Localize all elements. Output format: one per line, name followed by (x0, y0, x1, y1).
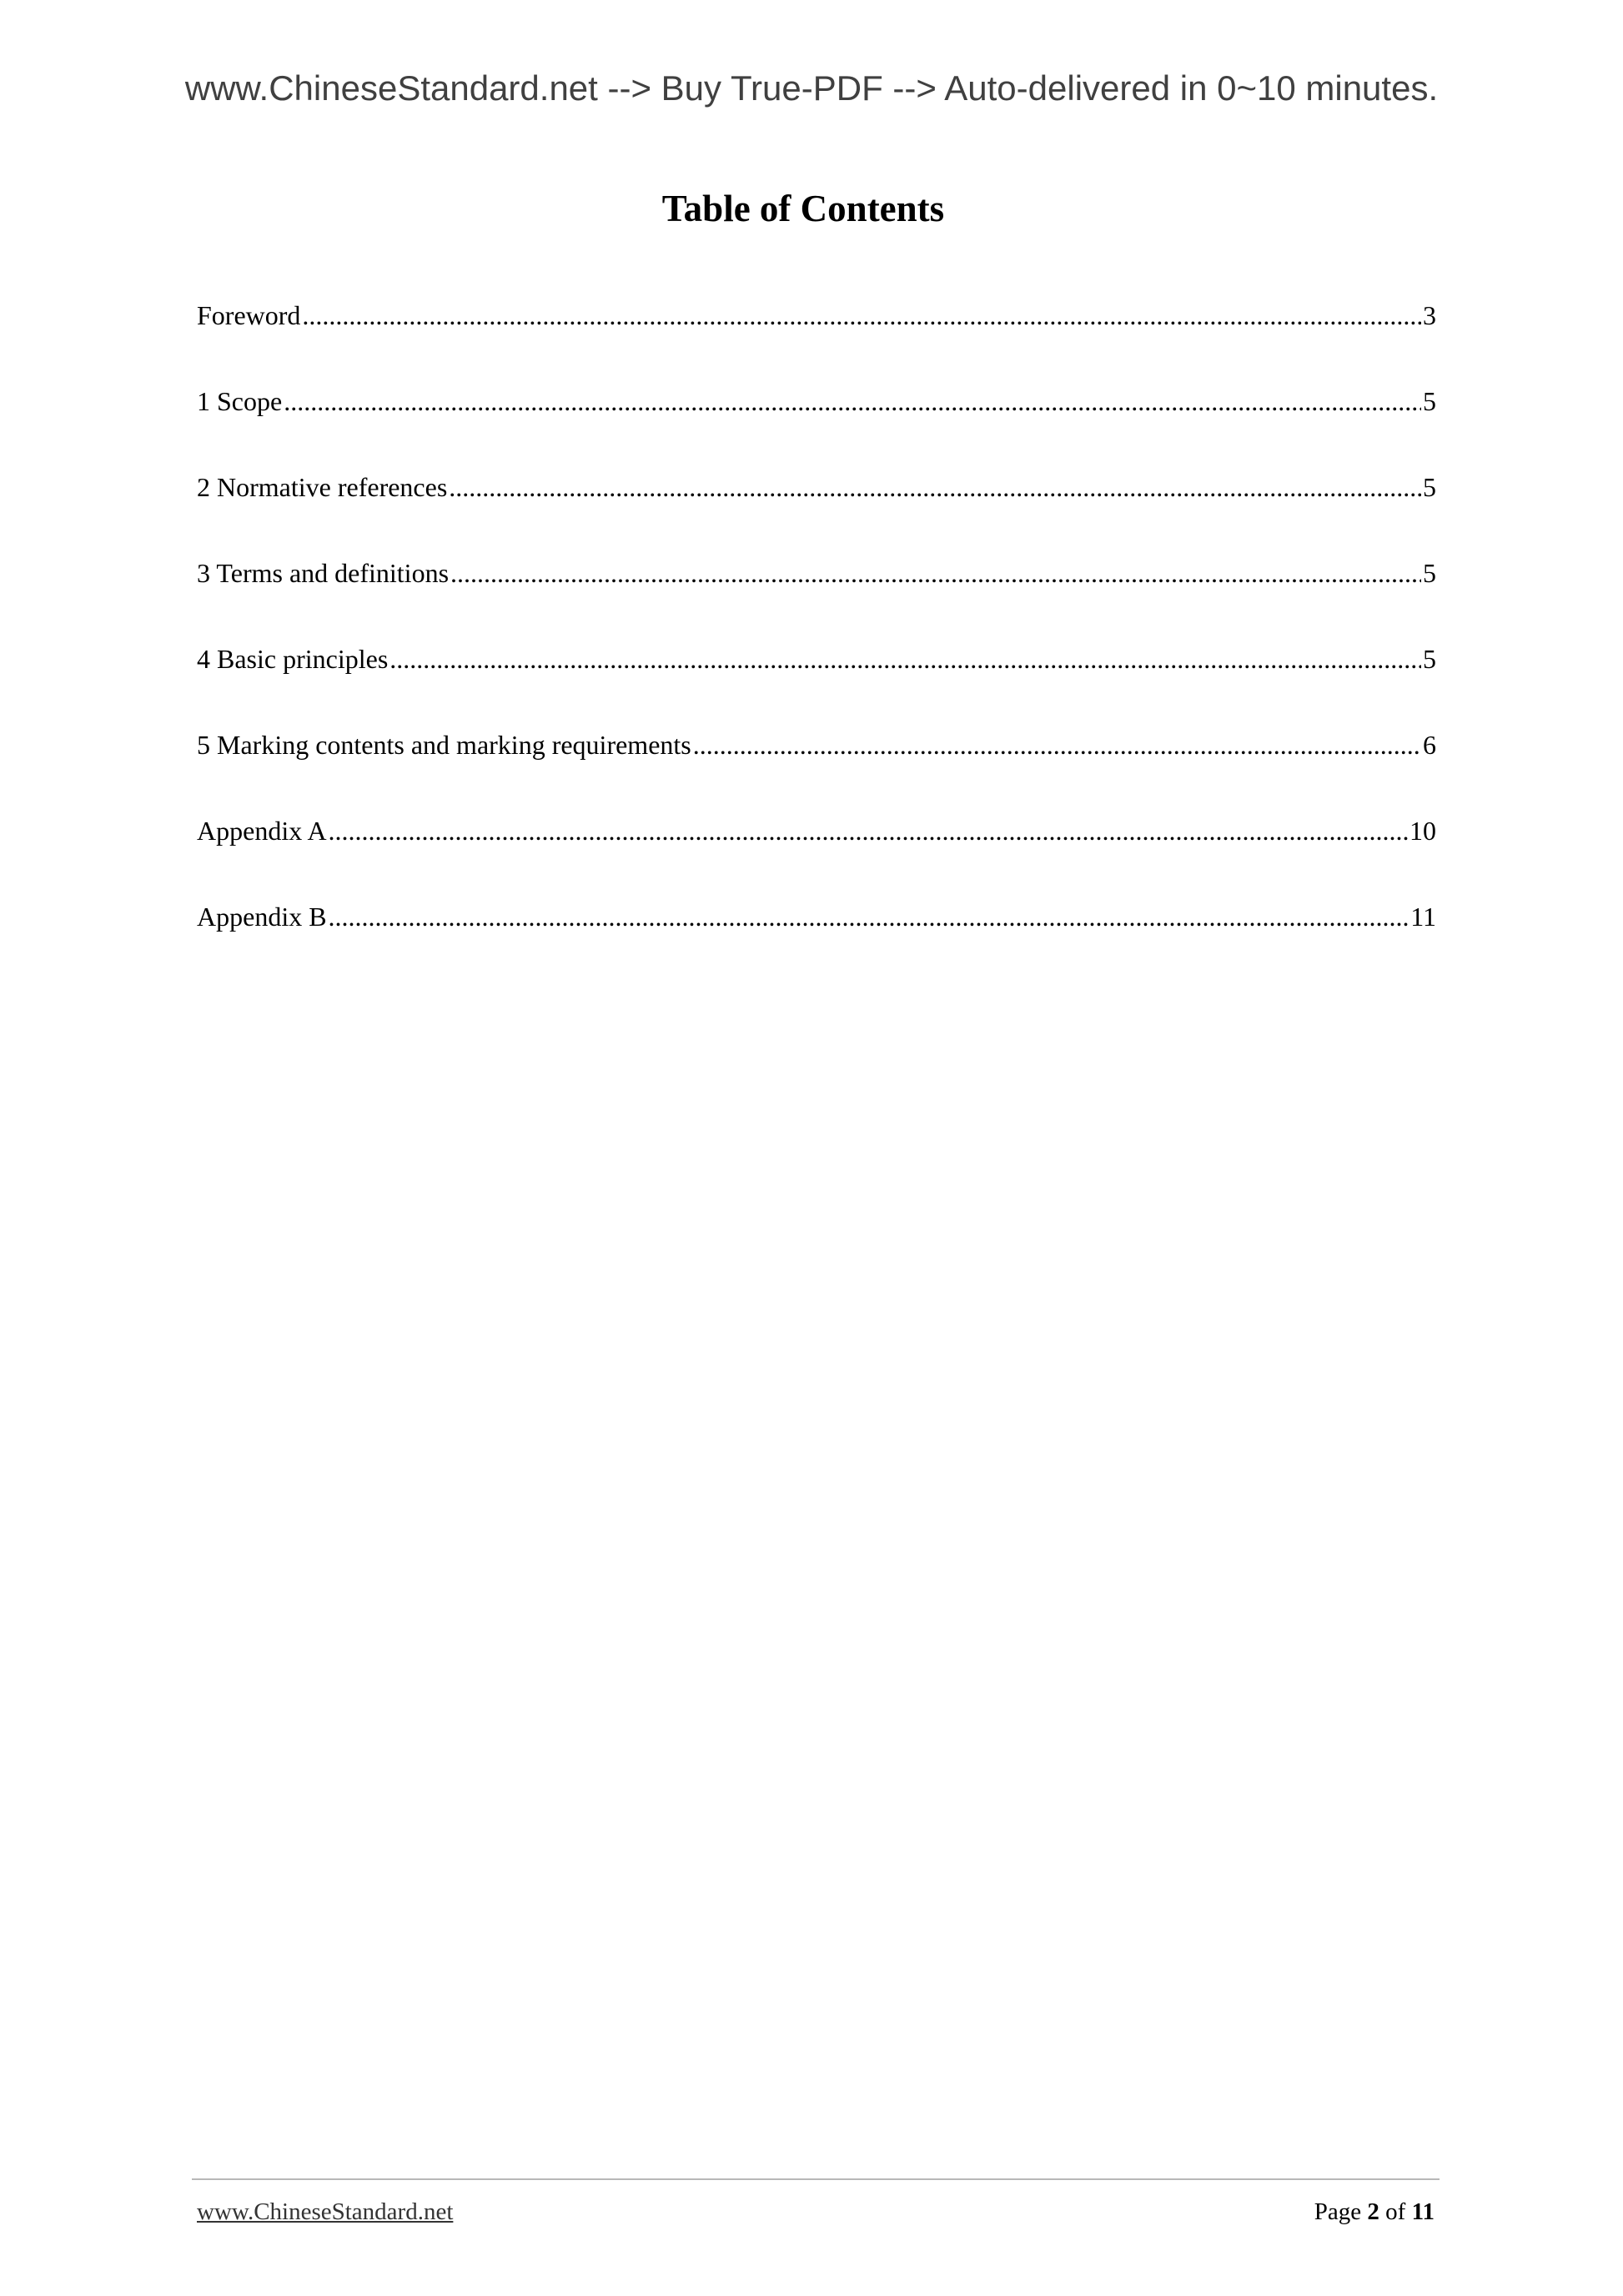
toc-entry-page: 11 (1410, 902, 1436, 932)
toc-dot-leader (302, 294, 1421, 337)
toc-entry-appendix-b[interactable] (197, 895, 1436, 981)
header-banner: www.ChineseStandard.net --> Buy True-PDF --> Auto-delivered in 0~10 minutes. (184, 68, 1439, 108)
toc-entry-label: 3 Terms and definitions (197, 558, 450, 588)
toc-entry-foreword[interactable] (197, 294, 1436, 379)
toc-entry-page: 5 (1423, 644, 1436, 674)
toc-dot-leader (450, 551, 1421, 595)
toc-dot-leader (389, 637, 1421, 681)
footer-divider (192, 2178, 1440, 2180)
page-number-of: of (1385, 2198, 1406, 2225)
page-number-total: 11 (1411, 2198, 1435, 2225)
toc-entry-terms-and-definitions[interactable] (197, 551, 1436, 637)
toc-dot-leader (284, 379, 1421, 423)
page-number (1314, 2193, 1435, 2230)
table-of-contents (197, 294, 1436, 981)
page-title: Table of Contents (661, 188, 945, 229)
toc-entry-page: 5 (1423, 472, 1436, 502)
toc-dot-leader (449, 465, 1421, 509)
footer-site-link[interactable]: www.ChineseStandard.net (197, 2198, 454, 2225)
toc-entry-scope[interactable] (197, 379, 1436, 465)
toc-entry-page: 5 (1423, 386, 1436, 416)
toc-entry-label: Appendix B (197, 902, 327, 932)
toc-dot-leader (329, 809, 1408, 852)
toc-entry-label: 1 Scope (197, 386, 283, 416)
toc-dot-leader (693, 723, 1421, 766)
toc-entry-label: 2 Normative references (197, 472, 448, 502)
toc-entry-label: Foreword (197, 300, 301, 330)
toc-entry-page: 10 (1409, 816, 1436, 846)
toc-entry-basic-principles[interactable] (197, 637, 1436, 723)
toc-entry-page: 5 (1423, 558, 1436, 588)
toc-entry-marking-contents[interactable] (197, 723, 1436, 809)
toc-entry-normative-references[interactable] (197, 465, 1436, 551)
toc-entry-page: 6 (1423, 730, 1436, 760)
page-number-current: 2 (1367, 2198, 1379, 2225)
toc-entry-label: 5 Marking contents and marking requirements (197, 730, 691, 760)
toc-entry-label: 4 Basic principles (197, 644, 389, 674)
toc-entry-page: 3 (1423, 300, 1436, 330)
page-number-prefix: Page (1314, 2198, 1362, 2225)
toc-entry-appendix-a[interactable] (197, 809, 1436, 895)
toc-dot-leader (329, 895, 1409, 938)
toc-entry-label: Appendix A (197, 816, 327, 846)
